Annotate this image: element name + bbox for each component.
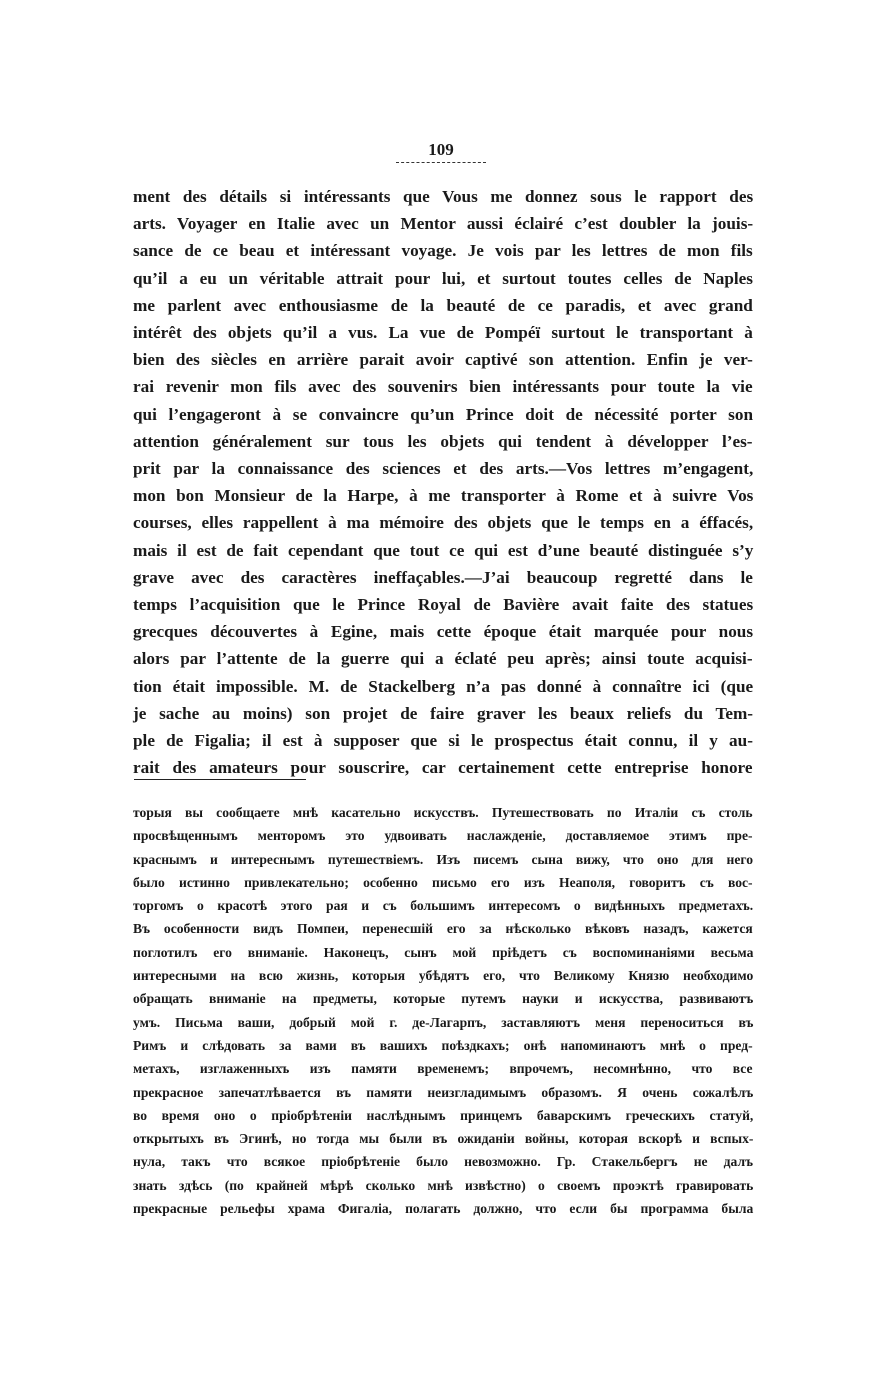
text-line: prit par la connaissance des sciences et des arts.—Vos lettres m’engagent,	[133, 459, 754, 479]
text-line: ment des détails si intéressants que Vous me donnez sous le rapport des	[133, 187, 754, 206]
footnote-line: Въ особенности видъ Помпеи, перенесшій его за нѣсколько вѣковъ назадъ, кажется	[133, 921, 753, 937]
text-line: arts. Voyager en Italie avec un Mentor aussi éclairé c’est doubler la jouis-	[133, 214, 754, 234]
text-line: qui l’engageront à se convaincre qu’un Prince doit de nécessité porter son	[133, 404, 753, 424]
text-line: qu’il a eu un véritable attrait pour lui, et surtout toutes celles de Naples	[133, 268, 753, 288]
text-line: je sache au moins) son projet de faire graver les beaux reliefs du Tem-	[133, 703, 754, 723]
page-number-rule	[396, 162, 486, 163]
text-line: grecques découvertes à Egine, mais cette époque était marquée pour nous	[133, 622, 754, 642]
footnote-line: просвѣщеннымъ менторомъ это удвоивать наслажденіе, доставляемое этимъ пре-	[133, 828, 753, 844]
footnote-line: знать здѣсь (по крайней мѣрѣ сколько мнѣ извѣстно) о своемъ проэктѣ гравировать	[133, 1177, 754, 1193]
footnote-line: умъ. Письма ваши, добрый мой г. де-Лагарпъ, заставляютъ меня переноситься въ	[133, 1014, 754, 1030]
footnote-rule	[134, 779, 306, 780]
text-line: temps l’acquisition que le Prince Royal de Bavière avait faite des statues	[133, 595, 754, 615]
text-line: courses, elles rappellent à ma mémoire des objets que le temps en a éffacés,	[133, 513, 754, 533]
footnote-line: поглотилъ его вниманіе. Наконецъ, сынъ мой пріѣдетъ съ воспоминаніями весьма	[133, 944, 754, 960]
text-line: rai revenir mon fils avec des souvenirs bien intéressants pour toute la vie	[133, 377, 753, 397]
footnote-line: прекрасное запечатлѣвается въ памяти неизгладимымъ образомъ. Я очень сожалѣлъ	[133, 1084, 754, 1100]
text-line: intérêt des objets qu’il a vus. La vue de Pompéï surtout le transportant à	[133, 323, 753, 343]
text-line: ple de Figalia; il est à supposer que si le prospectus était connu, il y au-	[133, 731, 753, 751]
text-line: me parlent avec enthousiasme de la beauté de ce paradis, et avec grand	[133, 295, 753, 315]
footnote-line: обращать вниманіе на предметы, которые путемъ науки и искусства, развиваютъ	[133, 991, 754, 1007]
text-line: alors par l’attente de la guerre qui a éclaté peu après; ainsi toute acquisi-	[133, 649, 753, 669]
footnote-text	[133, 801, 753, 1220]
footnote-line: метахъ, изглаженныхъ изъ памяти временемъ; впрочемъ, несомнѣнно, что все	[133, 1061, 753, 1077]
footnote-line: открытыхъ въ Эгинѣ, но тогда мы были въ ожиданіи войны, которая вскорѣ и вспых-	[133, 1131, 754, 1147]
footnote-line: Римъ и слѣдовать за вами въ вашихъ поѣздкахъ; онѣ напоминаютъ мнѣ о пред-	[133, 1037, 753, 1053]
footnote-line: интересными на всю жизнь, которыя убѣдятъ его, что Великому Князю необходимо	[133, 968, 754, 984]
text-line: rait des amateurs pour souscrire, car certainement cette entreprise honore	[133, 758, 753, 778]
footnote-line: торгомъ о красотѣ этого рая и съ большимъ интересомъ о видѣнныхъ предметахъ.	[133, 898, 754, 914]
page-number: 109	[428, 140, 454, 159]
footnote-line: торыя вы сообщаете мнѣ касательно искусствъ. Путешествовать по Италіи съ столь	[133, 805, 753, 820]
footnote-line: было истинно привлекательно; особенно письмо его изъ Неаполя, говоритъ съ вос-	[133, 874, 753, 890]
main-text	[133, 183, 753, 781]
text-line: tion était impossible. M. de Stackelberg n’a pas donné à connaître ici (que	[133, 676, 754, 696]
text-line: bien des siècles en arrière parait avoir captivé son attention. Enfin je ver-	[133, 350, 753, 370]
footnote-line: краснымъ и интереснымъ путешествіемъ. Изъ писемъ сына вижу, что оно для него	[133, 851, 754, 867]
footnote-line: прекрасные рельефы храма Фигаліа, полагать должно, что если бы программа была	[133, 1201, 754, 1217]
text-line: grave avec des caractères ineffaçables.—J’ai beaucoup regretté dans le	[133, 567, 753, 587]
text-line: mon bon Monsieur de la Harpe, à me transporter à Rome et à suivre Vos	[133, 486, 754, 506]
text-line: attention généralement sur tous les objets qui tendent à développer l’es-	[133, 431, 753, 451]
footnote-line: нула, такъ что всякое пріобрѣтеніе было невозможно. Гр. Стакельбергъ не далъ	[133, 1154, 753, 1170]
text-line: sance de ce beau et intéressant voyage. Je vois par les lettres de mon fils	[133, 241, 753, 261]
text-line: mais il est de fait cependant que tout ce qui est d’une beauté distinguée s’y	[133, 540, 754, 560]
footnote-line: во время оно о пріобрѣтеніи наслѣднымъ принцемъ баварскимъ греческихъ статуй,	[133, 1107, 754, 1123]
